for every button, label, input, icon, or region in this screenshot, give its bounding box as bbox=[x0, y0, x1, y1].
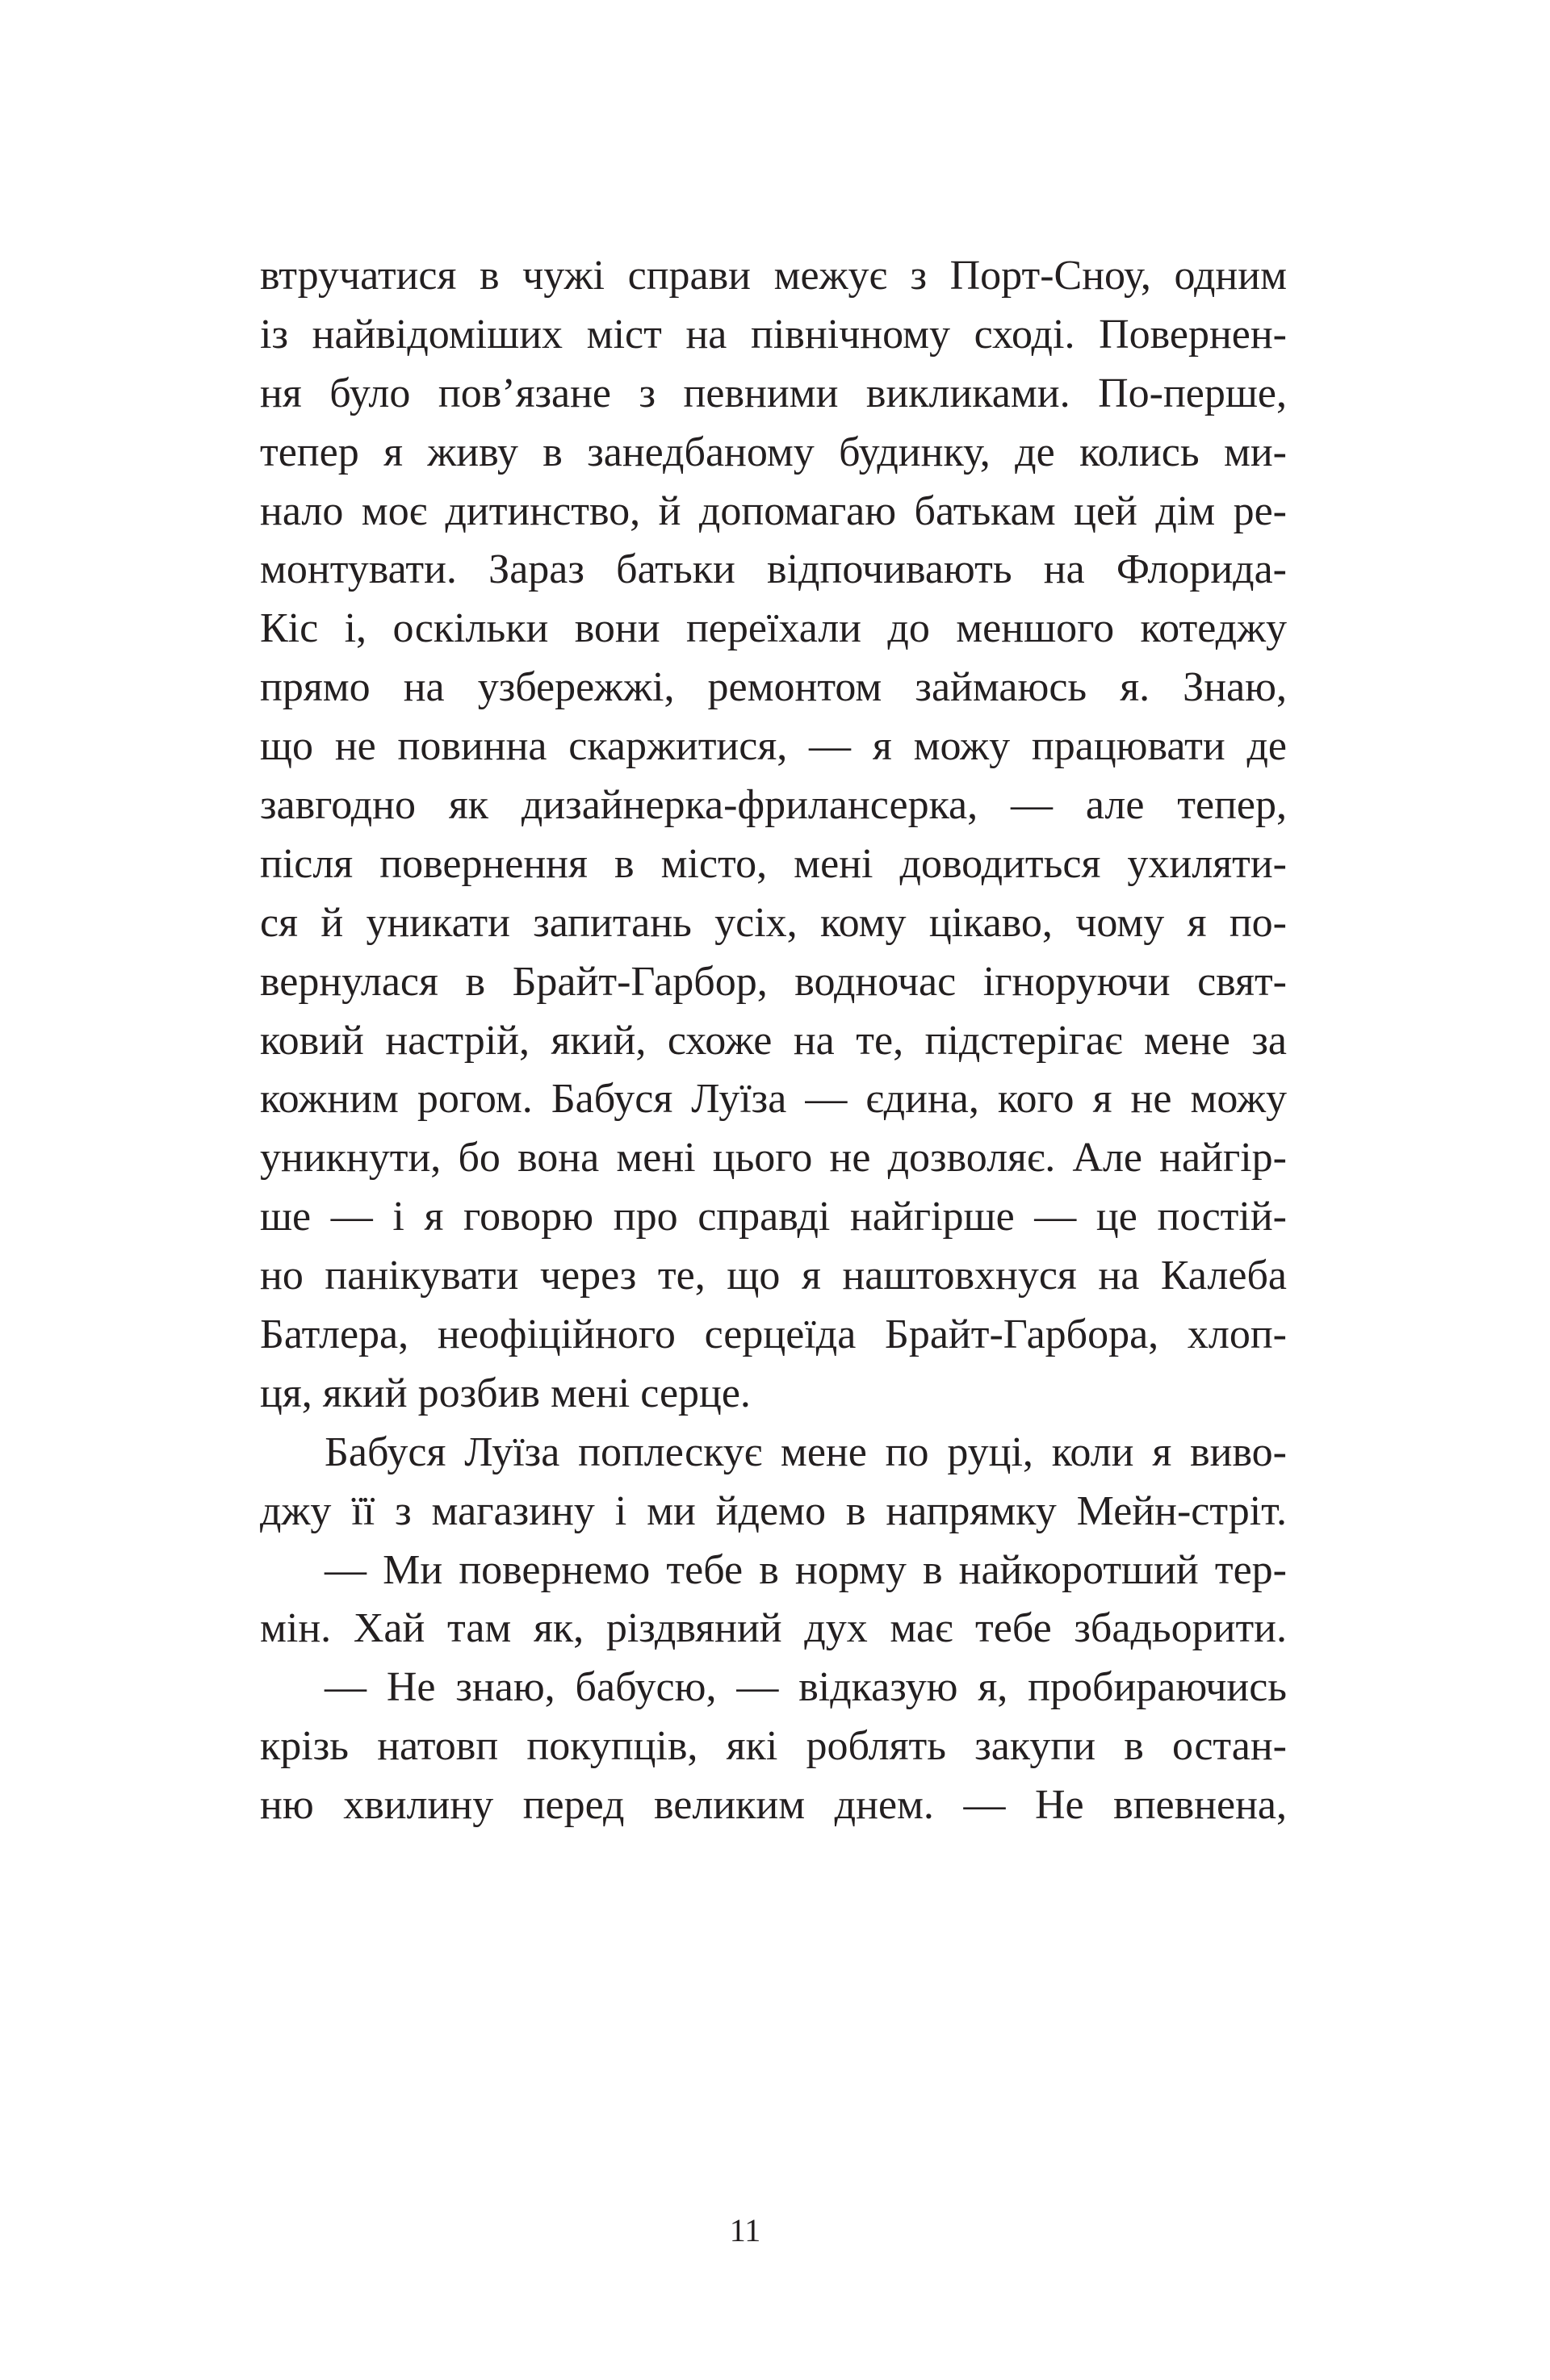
text-line: кожним рогом. Бабуся Луїза — єдина, кого я не можу bbox=[260, 1076, 1287, 1123]
text-line: мін. Хай там як, різдвяний дух має тебе збадьорити. bbox=[260, 1605, 1287, 1652]
text-line: Бабуся Луїза поплескує мене по руці, коли я виво- bbox=[325, 1428, 1287, 1475]
text-line: із найвідоміших міст на північному сході. Повернен- bbox=[260, 311, 1287, 358]
text-line: ся й уникати запитань усіх, кому цікаво, чому я по- bbox=[260, 899, 1287, 946]
text-line: після повернення в місто, мені доводиться ухиляти- bbox=[260, 840, 1287, 887]
text-line: тепер я живу в занедбаному будинку, де колись ми- bbox=[260, 429, 1287, 475]
text-line: крізь натовп покупців, які роблять закупи в остан- bbox=[260, 1723, 1287, 1770]
text-line: ше — і я говорю про справді найгірше — це постій- bbox=[260, 1194, 1287, 1240]
page-body-text bbox=[260, 247, 1287, 1835]
text-line: ня було пов’язане з певними викликами. По-перше, bbox=[260, 370, 1287, 416]
text-line: нало моє дитинство, й допомагаю батькам цей дім ре- bbox=[260, 487, 1287, 534]
text-line: ковий настрій, який, схоже на те, підстерігає мене за bbox=[260, 1017, 1287, 1064]
text-line: втручатися в чужі справи межує з Порт-Сноу, одним bbox=[260, 253, 1287, 299]
text-line: Батлера, неофіційного серцеїда Брайт-Гарбора, хлоп- bbox=[260, 1311, 1287, 1358]
text-line: ця, який розбив мені серце. bbox=[260, 1370, 751, 1416]
text-line: Кіс і, оскільки вони переїхали до меншого котеджу bbox=[260, 605, 1287, 652]
text-line: монтувати. Зараз батьки відпочивають на Флорида- bbox=[260, 546, 1287, 593]
text-line: — Ми повернемо тебе в норму в найкоротший тер- bbox=[325, 1546, 1287, 1593]
text-line: вернулася в Брайт-Гарбор, водночас ігноруючи свят- bbox=[260, 958, 1287, 1005]
text-line: завгодно як дизайнерка-фрилансерка, — але тепер, bbox=[260, 782, 1287, 829]
text-line: уникнути, бо вона мені цього не дозволяє. Але найгір- bbox=[260, 1135, 1287, 1182]
text-line: прямо на узбережжі, ремонтом займаюсь я. Знаю, bbox=[260, 664, 1287, 711]
page-number: 11 bbox=[729, 2212, 761, 2248]
text-line: ню хвилину перед великим днем. — Не впевнена, bbox=[260, 1782, 1287, 1829]
text-line: що не повинна скаржитися, — я можу працювати де bbox=[260, 723, 1287, 770]
text-line: джу її з магазину і ми йдемо в напрямку Мейн-стріт. bbox=[260, 1487, 1287, 1534]
text-line: — Не знаю, бабусю, — відказую я, пробираючись bbox=[325, 1664, 1287, 1711]
text-line: но панікувати через те, що я наштовхнуся на Калеба bbox=[260, 1253, 1287, 1299]
